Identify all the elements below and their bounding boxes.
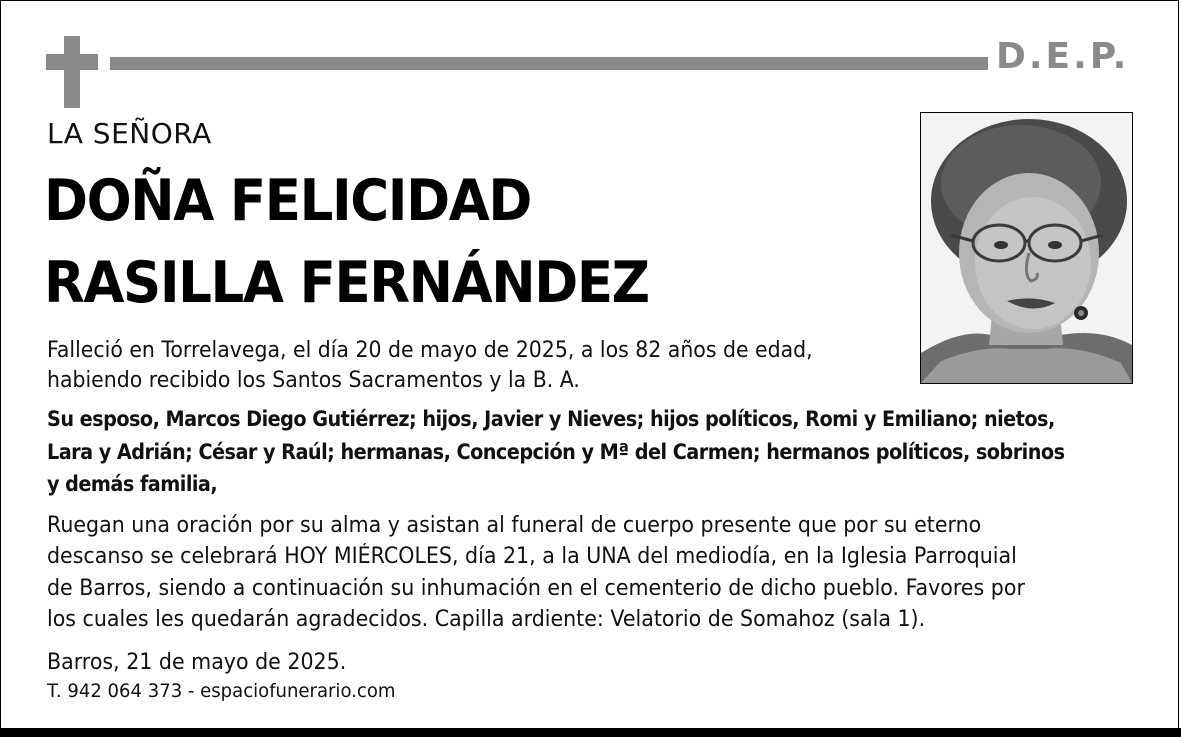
header-rule xyxy=(110,57,988,70)
portrait-photo xyxy=(920,112,1133,384)
cross-icon xyxy=(46,36,98,108)
death-notice-line-1: Falleció en Torrelavega, el día 20 de mayo de 2025, a los 82 años de edad, xyxy=(47,338,813,363)
request-line-2: descanso se celebrará HOY MIÉRCOLES, día 21, a la UNA del mediodía, en la Iglesia Parroquial xyxy=(47,544,1017,569)
place-date: Barros, 21 de mayo de 2025. xyxy=(47,650,347,675)
death-notice-line-2: habiendo recibido los Santos Sacramentos y la B. A. xyxy=(47,368,580,393)
bottom-rule xyxy=(0,728,1181,737)
deceased-name-line-1: DOÑA FELICIDAD xyxy=(44,168,531,234)
deceased-name-line-2: RASILLA FERNÁNDEZ xyxy=(44,250,649,316)
dep-label: D.E.P. xyxy=(996,36,1130,77)
family-line-1: Su esposo, Marcos Diego Gutiérrez; hijos, Javier y Nieves; hijos políticos, Romi y Emiliano; nietos, xyxy=(47,407,1055,432)
contact-info: T. 942 064 373 - espaciofunerario.com xyxy=(47,680,396,702)
deceased-prefix: LA SEÑORA xyxy=(47,117,212,150)
request-line-3: de Barros, siendo a continuación su inhumación en el cementerio de dicho pueblo. Favores por xyxy=(47,576,1025,601)
family-line-2: Lara y Adrián; César y Raúl; hermanas, Concepción y Mª del Carmen; hermanos políticos, sobrinos xyxy=(47,440,1065,465)
request-line-4: los cuales les quedarán agradecidos. Capilla ardiente: Velatorio de Somahoz (sala 1). xyxy=(47,607,926,632)
request-line-1: Ruegan una oración por su alma y asistan al funeral de cuerpo presente que por su eterno xyxy=(47,513,982,538)
family-line-3: y demás familia, xyxy=(47,472,218,497)
